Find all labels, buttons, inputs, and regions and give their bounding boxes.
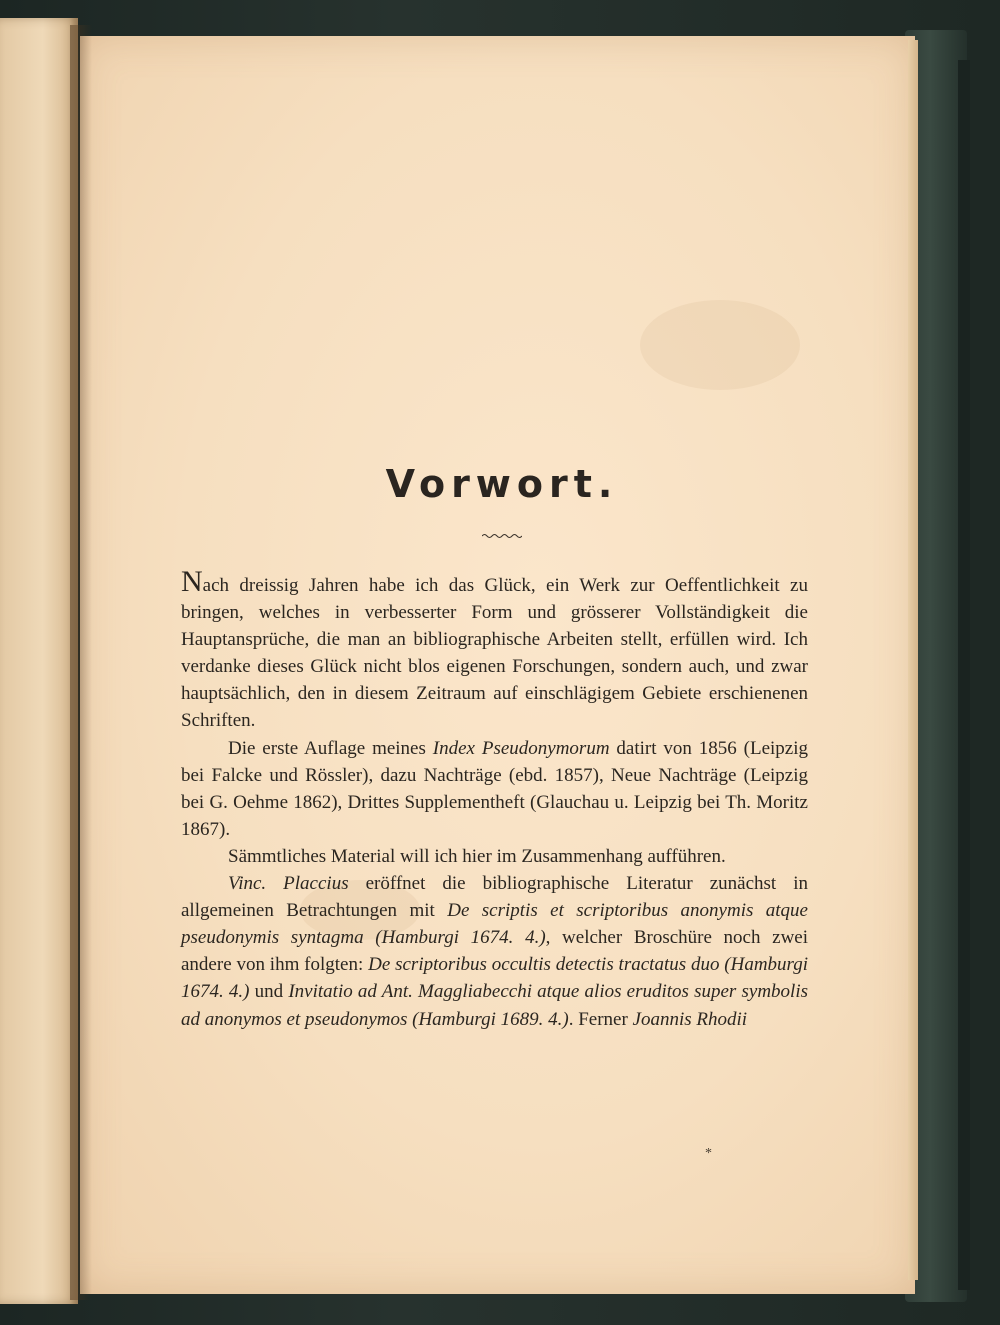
book-title: Invitatio ad Ant. Maggliabecchi atque alios eruditos super symbolis ad anonymos et pseudonymos (Hamburgi 1689. 4.) [181,981,809,1030]
paper-stain [640,300,800,390]
paragraph-text: Sämmtliches Material will ich hier im Zusammenhang aufführen. [228,845,726,867]
body-text [181,565,809,1033]
paragraph-text: , welcher Broschüre noch zwei andere von ihm folgten: [181,927,808,976]
book-cover-edge [958,60,970,1290]
page-stack-edge [908,40,918,1280]
signature-mark: * [705,1146,712,1161]
paragraph-text: und [249,981,289,1003]
paragraph-text: ach dreissig Jahren habe ich das Glück, ein Werk zur Oeffentlichkeit zu bringen, welches in verbesserter Form und grösserer Vollständigkeit die Hauptansprüche, die man an bibliographische Arbeiten stellt, erfüllen wird. Ich verdanke dieses Glück nicht blos eigenen Forschungen, sondern auch, und zwar hauptsächlich, den in diesem Zeitraum auf einschlägigem Gebiete erschienenen Schriften. [181,575,808,732]
paragraph-2 [181,735,808,843]
book-title: De scriptis et scriptoribus anonymis atque pseudonymis syntagma (Hamburgi 1674. 4.) [181,900,808,949]
paragraph-4 [181,870,808,1033]
paragraph-text: datirt von 1856 (Leipzig bei Falcke und Rössler), dazu Nachträge (ebd. 1857), Neue Nachträge (Leipzig bei G. Oehme 1862), Drittes Supplementheft (Glauchau u. Leipzig bei Th. Moritz 1867). [181,737,808,840]
author-name: Joannis Rhodii [632,1008,748,1030]
paragraph-text: Die erste Auflage meines [228,737,433,759]
paragraph-text: . Ferner [568,1008,633,1030]
book-title: De scriptoribus occultis detectis tractatus duo (Hamburgi 1674. 4.) [181,954,809,1003]
book-title: Index Pseudonymorum [432,737,610,759]
initial-letter: N [181,565,203,598]
page-heading: Vorwort. [385,462,619,506]
paragraph-1 [181,565,808,735]
author-name: Vinc. Placcius [228,873,349,895]
wavy-rule-ornament [482,532,522,540]
paragraph-text: eröffnet die bibliographische Literatur zunächst in allgemeinen Betrachtungen mit [181,873,808,922]
paragraph-3 [181,843,808,870]
gutter-shadow [70,25,92,1300]
previous-page-strip [0,18,78,1304]
